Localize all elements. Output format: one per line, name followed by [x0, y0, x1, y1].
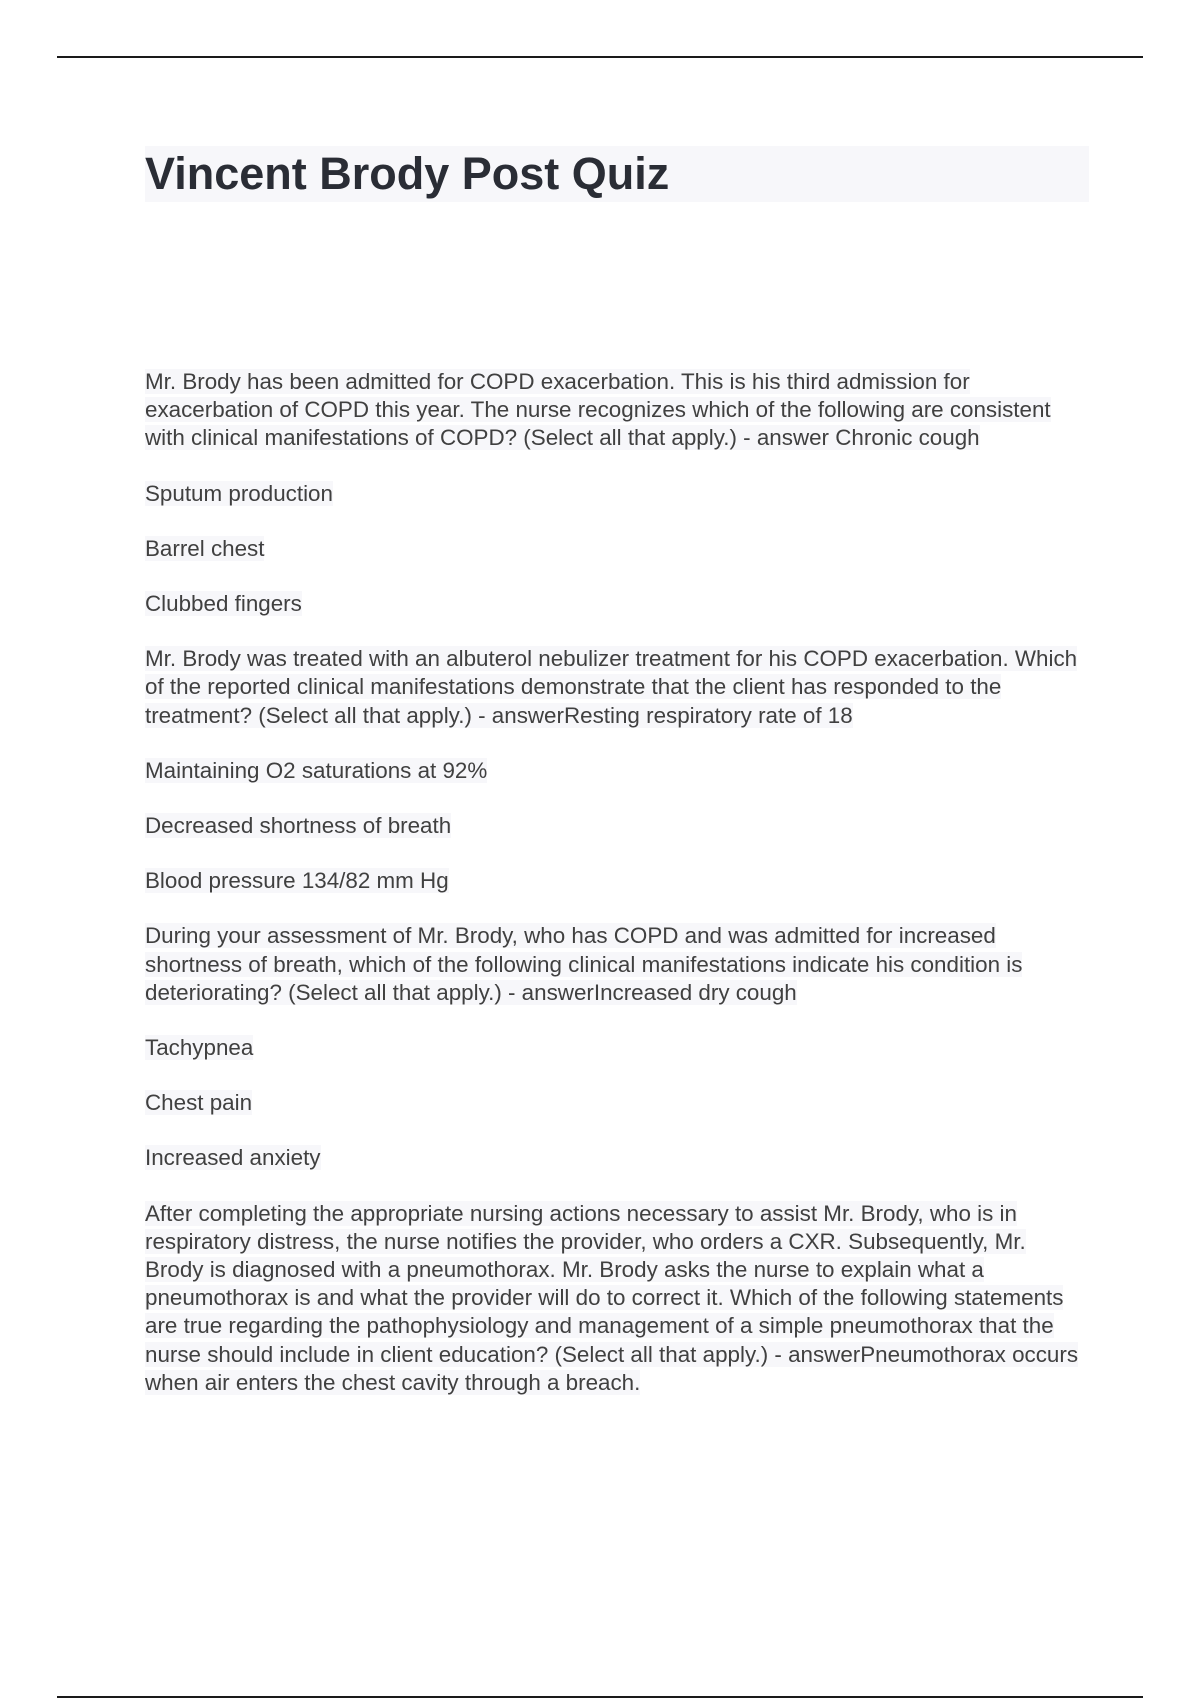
question-1 [145, 368, 1090, 453]
answer-item [145, 535, 1090, 563]
answer-item [145, 1034, 1090, 1062]
answer-item-text: Chest pain [145, 1090, 253, 1116]
document-body [145, 368, 1090, 1424]
answer-item-text: Barrel chest [145, 535, 265, 561]
answer-item-text: Blood pressure 134/82 mm Hg [145, 868, 449, 894]
question-4-text: After completing the appropriate nursing actions necessary to assist Mr. Brody, who is in respiratory distress, the nurse notifies the provider, who orders a CXR. Subsequently, Mr. Brody is diagnosed with a pneumothorax. Mr. Brody asks the nurse to explain what a pneumothorax is and what the provider will do to correct it. Which of the following statements are true regarding the pathophysiology and management of a simple pneumothorax that the nurse should include in client education? (Select all that apply.) - answerPneumothorax occurs when air enters the chest cavity through a breach. [145, 1200, 1079, 1395]
answer-item [145, 757, 1090, 785]
top-rule [57, 56, 1143, 58]
question-3-text: During your assessment of Mr. Brody, who has COPD and was admitted for increased shortness of breath, which of the following clinical manifestations indicate his condition is deteriorating? (Select all that apply.) - answerIncreased dry cough [145, 923, 1023, 1005]
document-title: Vincent Brody Post Quiz [145, 148, 670, 199]
answer-item [145, 1144, 1090, 1172]
answer-item [145, 590, 1090, 618]
answer-item-text: Increased anxiety [145, 1145, 321, 1171]
answer-item-text: Clubbed fingers [145, 591, 302, 617]
answer-item-text: Sputum production [145, 480, 333, 506]
bottom-rule [57, 1696, 1143, 1698]
answer-item-text: Tachypnea [145, 1035, 254, 1061]
answer-item [145, 480, 1090, 508]
answer-item-text: Decreased shortness of breath [145, 813, 452, 839]
answer-item [145, 812, 1090, 840]
question-3 [145, 922, 1090, 1007]
question-4 [145, 1200, 1090, 1397]
answer-item [145, 1089, 1090, 1117]
question-2-text: Mr. Brody was treated with an albuterol nebulizer treatment for his COPD exacerbation. Which of the reported clinical manifestations demonstrate that the client has responded to the treatment? (Select all that apply.) - answerResting respiratory rate of 18 [145, 646, 1078, 728]
answer-item [145, 867, 1090, 895]
question-1-text: Mr. Brody has been admitted for COPD exacerbation. This is his third admission for exacerbation of COPD this year. The nurse recognizes which of the following are consistent with clinical manifestations of COPD? (Select all that apply.) - answer Chronic cough [145, 369, 1051, 451]
answer-item-text: Maintaining O2 saturations at 92% [145, 757, 488, 783]
question-2 [145, 645, 1090, 730]
